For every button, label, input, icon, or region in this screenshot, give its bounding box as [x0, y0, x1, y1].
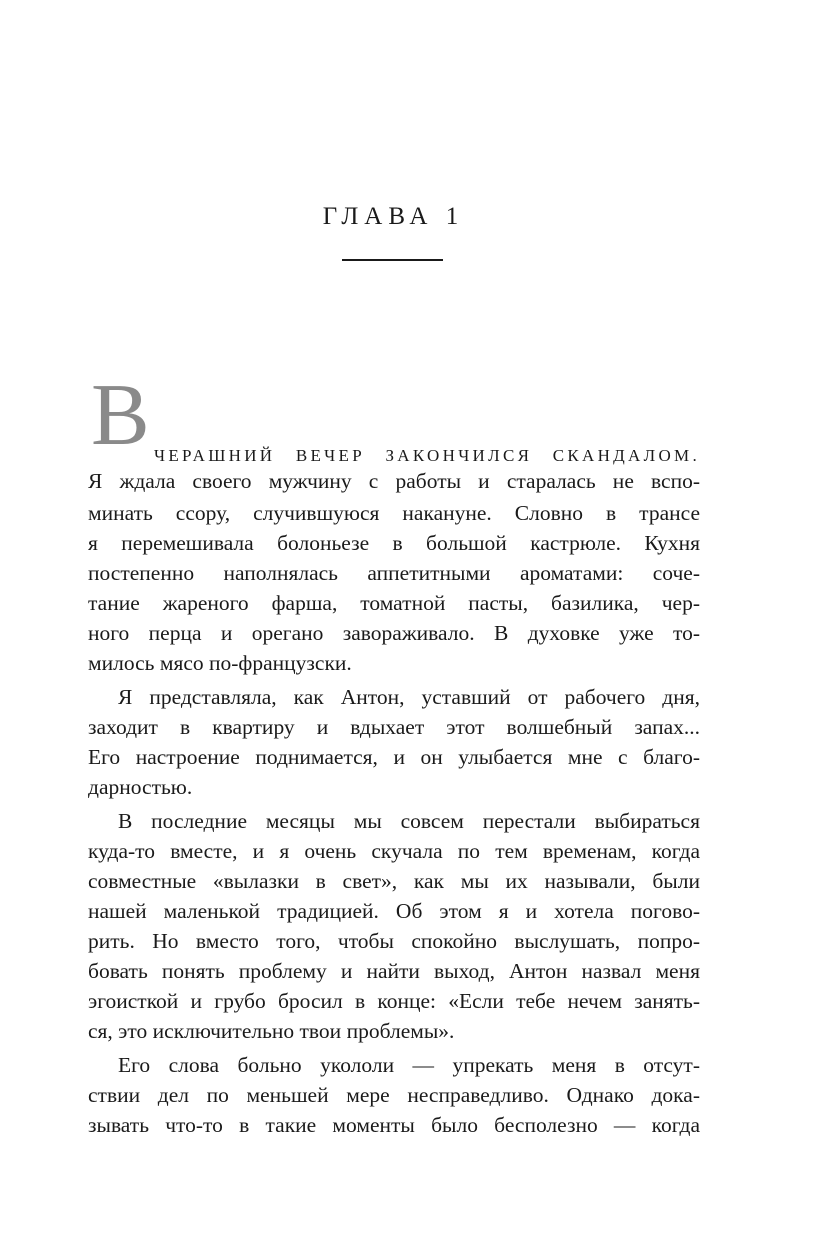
text-line: рить. Но вместо того, чтобы спокойно выслушать, попро-: [88, 929, 700, 953]
text-line: заходит в квартиру и вдыхает этот волшебный запах...: [88, 715, 700, 739]
text-line: ся, это исключительно твои проблемы».: [88, 1019, 455, 1043]
text-line: Я представляла, как Антон, уставший от рабочего дня,: [118, 685, 700, 709]
text-line: В последние месяцы мы совсем перестали выбираться: [118, 809, 700, 833]
text-line: куда-то вместе, и я очень скучала по тем временам, когда: [88, 839, 700, 863]
chapter-divider: [342, 259, 443, 261]
drop-cap-small-caps-text: ЧЕРАШНИЙ ВЕЧЕР ЗАКОНЧИЛСЯ СКАНДАЛОМ.: [154, 446, 700, 465]
drop-cap-letter: В: [91, 367, 150, 464]
text-line: Его настроение поднимается, и он улыбается мне с благо-: [88, 745, 700, 769]
text-line: Его слова больно укололи — упрекать меня в отсут-: [118, 1053, 700, 1077]
chapter-title: ГЛАВА 1: [322, 203, 465, 230]
text-line: минать ссору, случившуюся накануне. Словно в трансе: [88, 501, 700, 525]
text-line: бовать понять проблему и найти выход, Антон назвал меня: [88, 959, 700, 983]
text-line: постепенно наполнялась аппетитными ароматами: соче-: [88, 561, 700, 585]
text-line: я перемешивала болоньезе в большой кастрюле. Кухня: [88, 531, 700, 555]
text-line: милось мясо по-французски.: [88, 651, 352, 675]
text-line: ствии дел по меньшей мере несправедливо. Однако дока-: [88, 1083, 700, 1107]
text-line: эгоисткой и грубо бросил в конце: «Если тебе нечем занять-: [88, 989, 700, 1013]
text-line: дарностью.: [88, 775, 193, 799]
text-line: Я ждала своего мужчину с работы и старалась не вспо-: [88, 469, 700, 493]
text-line: совместные «вылазки в свет», как мы их называли, были: [88, 869, 700, 893]
text-line: зывать что-то в такие моменты было бесполезно — когда: [88, 1113, 700, 1137]
first-line-with-drop-cap: [88, 367, 700, 465]
text-line: тание жареного фарша, томатной пасты, базилика, чер-: [88, 591, 700, 615]
body-text: [88, 367, 700, 1140]
text-line: нашей маленькой традицией. Об этом я и хотела погово-: [88, 899, 700, 923]
text-line: ного перца и орегано завораживало. В духовке уже то-: [88, 621, 700, 645]
